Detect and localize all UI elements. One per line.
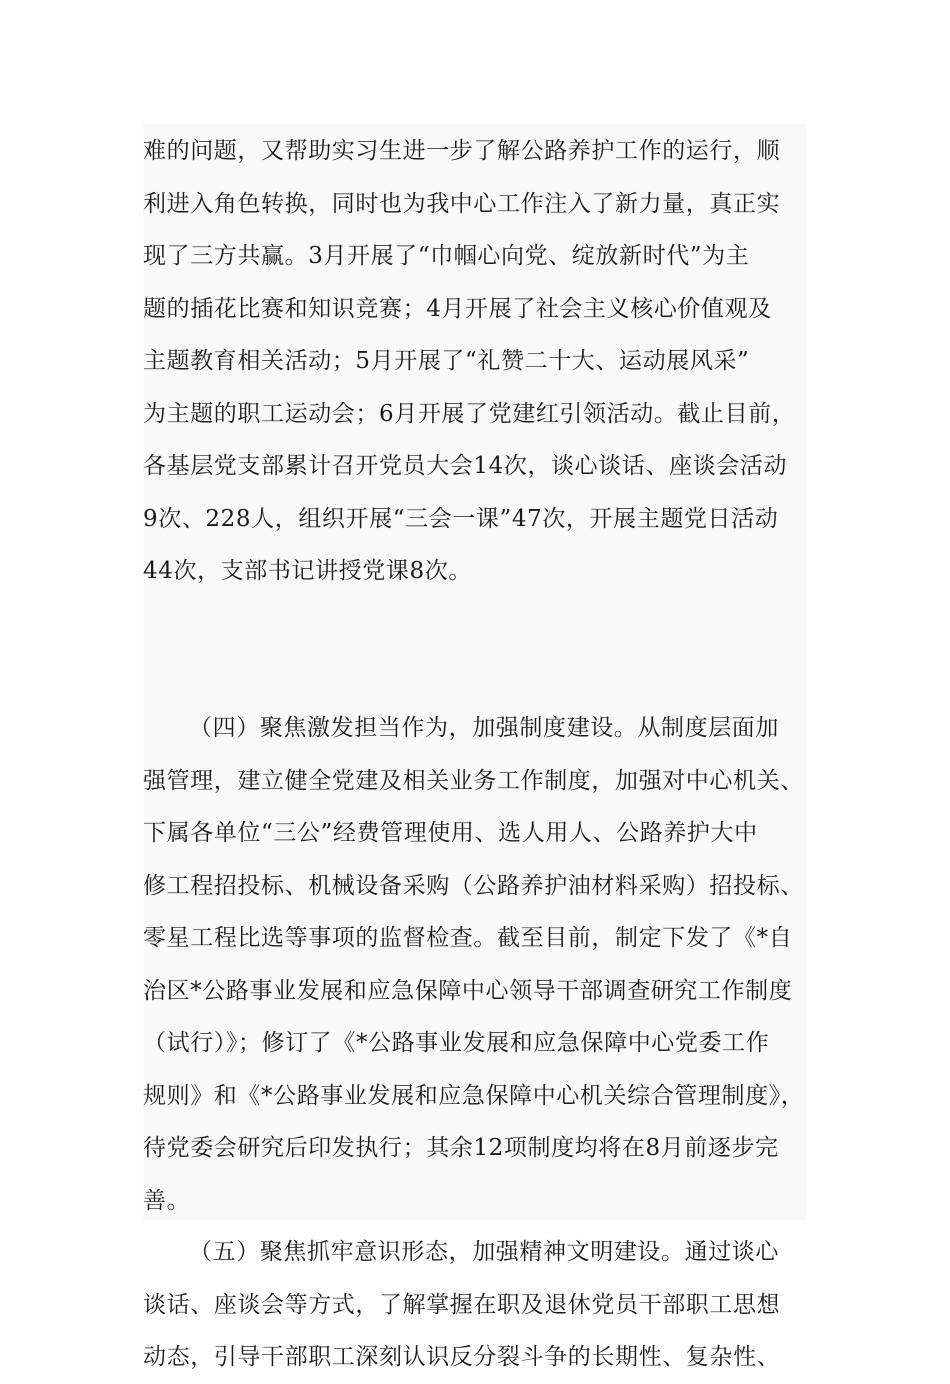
text-line: 修工程招投标、机械设备采购（公路养护油材料采购）招投标、: [143, 872, 804, 899]
text-line: 强管理，建立健全党建及相关业务工作制度，加强对中心机关、: [143, 767, 804, 794]
text-line: 为主题的职工运动会；6月开展了党建红引领活动。截止目前，: [143, 400, 796, 427]
paragraph-3: [143, 1226, 823, 1384]
text-line: 难的问题，又帮助实习生进一步了解公路养护工作的运行，顺: [143, 138, 781, 164]
text-line: 44次，支部书记讲授党课8次。: [143, 558, 472, 584]
text-line: 主题教育相关活动；5月开展了“礼赞二十大、运动展风采”: [143, 348, 750, 374]
text-line: （四）聚焦激发担当作为，加强制度建设。从制度层面加: [189, 715, 779, 741]
text-line: （试行）》；修订了《*公路事业发展和应急保障中心党委工作: [143, 1030, 770, 1056]
text-line: 规则》和《*公路事业发展和应急保障中心机关综合管理制度》，: [143, 1082, 805, 1109]
paragraph-1: [143, 125, 823, 598]
text-line: 题的插花比赛和知识竞赛；4月开展了社会主义核心价值观及: [143, 295, 772, 322]
text-line: 动态，引导干部职工深刻认识反分裂斗争的长期性、复杂性、: [143, 1344, 781, 1370]
text-line: 现了三方共赢。3月开展了“巾帼心向党、绽放新时代”为主: [143, 243, 750, 269]
paragraph-2: [143, 702, 823, 1227]
text-line: （五）聚焦抓牢意识形态，加强精神文明建设。通过谈心: [189, 1239, 779, 1265]
text-line: 零星工程比选等事项的监督检查。截至目前，制定下发了《*自: [143, 925, 793, 951]
text-line: 下属各单位“三公”经费管理使用、选人用人、公路养护大中: [143, 820, 758, 846]
text-line: 待党委会研究后印发执行；其余12项制度均将在8月前逐步完: [143, 1135, 779, 1161]
text-line: 善。: [143, 1187, 191, 1214]
text-line: 谈话、座谈会等方式，了解掌握在职及退休党员干部职工思想: [143, 1291, 781, 1318]
text-line: 9次、228人，组织开展“三会一课”47次，开展主题党日活动: [143, 505, 779, 532]
text-line: 治区*公路事业发展和应急保障中心领导干部调查研究工作制度: [143, 977, 793, 1004]
text-line: 各基层党支部累计召开党员大会14次，谈心谈话、座谈会活动: [143, 453, 788, 479]
text-line: 利进入角色转换，同时也为我中心工作注入了新力量，真正实: [143, 190, 781, 217]
document-body: [143, 124, 807, 1370]
